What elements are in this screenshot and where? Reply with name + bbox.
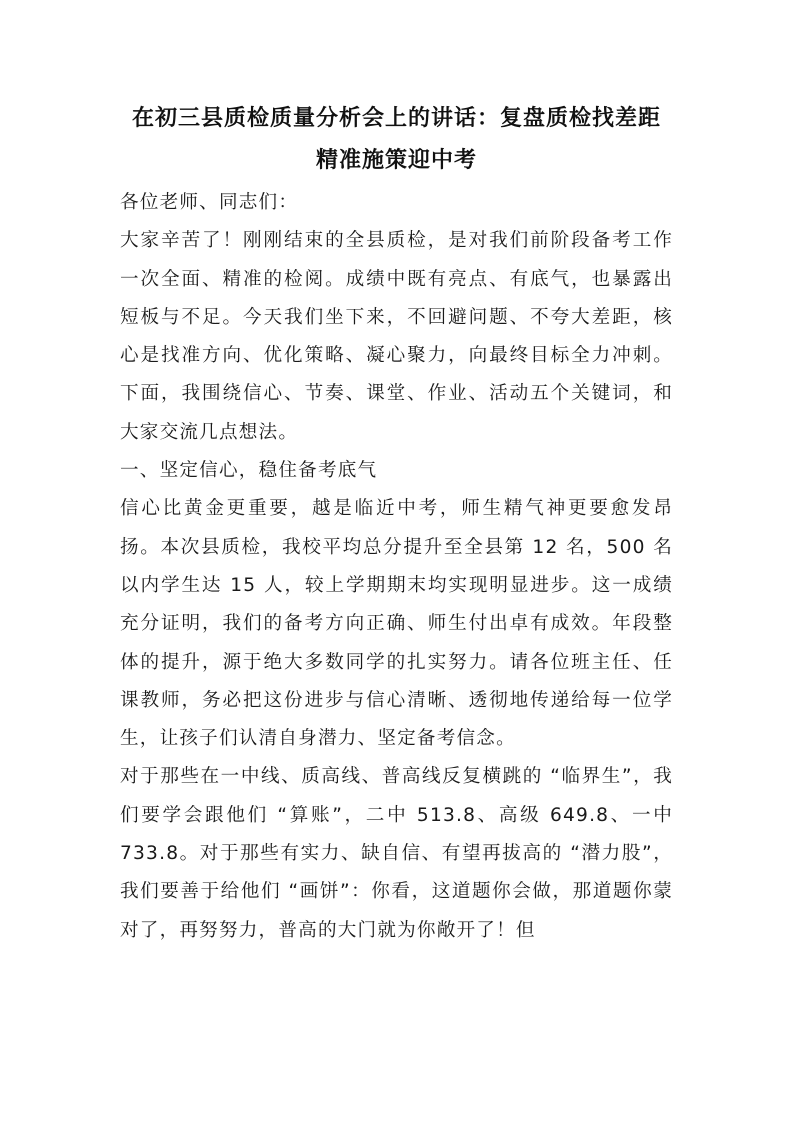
paragraph-confidence: 信心比黄金更重要，越是临近中考，师生精气神更要愈发昂扬。本次县质检，我校平均总分提升至全县第 12 名，500 名以内学生达 15 人，较上学期期末均实现明显进步。这一成绩充分证明，我们的备考方向正确、师生付出卓有成效。年段整体的提升，源于绝大多数同学的扎实努力。请各位班主任、任课教师，务必把这份进步与信心清晰、透彻地传递给每一位学生，让孩子们认清自身潜力、坚定备考信念。	[120, 498, 673, 750]
document-body	[120, 184, 673, 950]
title-line-1: 在初三县质检质量分析会上的讲话：复盘质检找差距	[131, 106, 661, 131]
section-heading-1: 一、坚定信心，稳住备考底气	[120, 460, 378, 482]
paragraph-intro: 大家辛苦了！刚刚结束的全县质检，是对我们前阶段备考工作一次全面、精准的检阅。成绩中既有亮点、有底气，也暴露出短板与不足。今天我们坐下来，不回避问题、不夸大差距，核心是找准方向、优化策略、凝心聚力，向最终目标全力冲刺。下面，我围绕信心、节奏、课堂、作业、活动五个关键词，和大家交流几点想法。	[120, 230, 673, 443]
title-line-2: 精准施策迎中考	[315, 148, 477, 173]
greeting: 各位老师、同志们：	[120, 192, 299, 213]
document-title	[100, 98, 693, 182]
paragraph-students: 对于那些在一中线、质高线、普高线反复横跳的 “临界生”，我们要学会跟他们 “算账”，二中 513.8、高级 649.8、一中 733.8。对于那些有实力、缺自信、有望再拔高的 “潜力股”，我们要善于给他们 “画饼”：你看，这道题你会做，那道题你蒙对了，再努努力，普高的大门就为你敞开了！但	[120, 766, 673, 941]
